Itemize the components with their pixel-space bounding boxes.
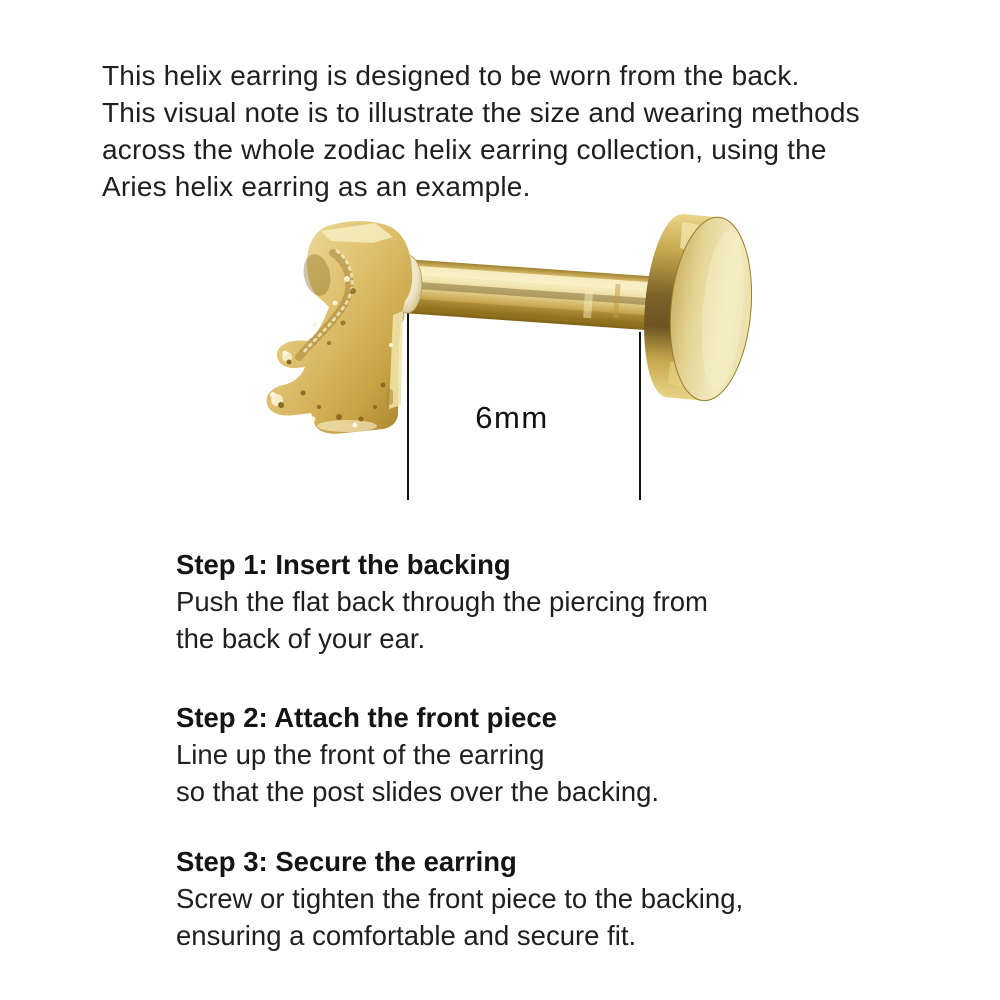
measurement-label: 6mm — [475, 400, 549, 435]
step-2-heading: Step 2: Attach the front piece — [176, 702, 557, 733]
step-3-heading: Step 3: Secure the earring — [176, 846, 517, 877]
step-1-line-2: the back of your ear. — [176, 623, 426, 654]
step-3-block — [176, 843, 743, 954]
step-2-line-2: so that the post slides over the backing. — [176, 776, 660, 807]
step-1-line-1: Push the flat back through the piercing from — [176, 586, 708, 617]
earring-flat-back — [637, 212, 759, 405]
intro-paragraph — [102, 57, 860, 205]
step-2-block — [176, 699, 659, 810]
intro-line-3: across the whole zodiac helix earring collection, using the — [102, 134, 827, 165]
intro-line-2: This visual note is to illustrate the size and wearing methods — [102, 97, 860, 128]
step-2-line-1: Line up the front of the earring — [176, 739, 545, 770]
earring-illustration — [255, 195, 775, 525]
earring-front-piece — [267, 221, 413, 434]
step-3-line-2: ensuring a comfortable and secure fit. — [176, 920, 637, 951]
step-3-line-1: Screw or tighten the front piece to the backing, — [176, 883, 744, 914]
intro-line-1: This helix earring is designed to be worn from the back. — [102, 60, 800, 91]
intro-line-4: Aries helix earring as an example. — [102, 171, 531, 202]
step-1-heading: Step 1: Insert the backing — [176, 549, 511, 580]
step-1-block — [176, 546, 708, 657]
